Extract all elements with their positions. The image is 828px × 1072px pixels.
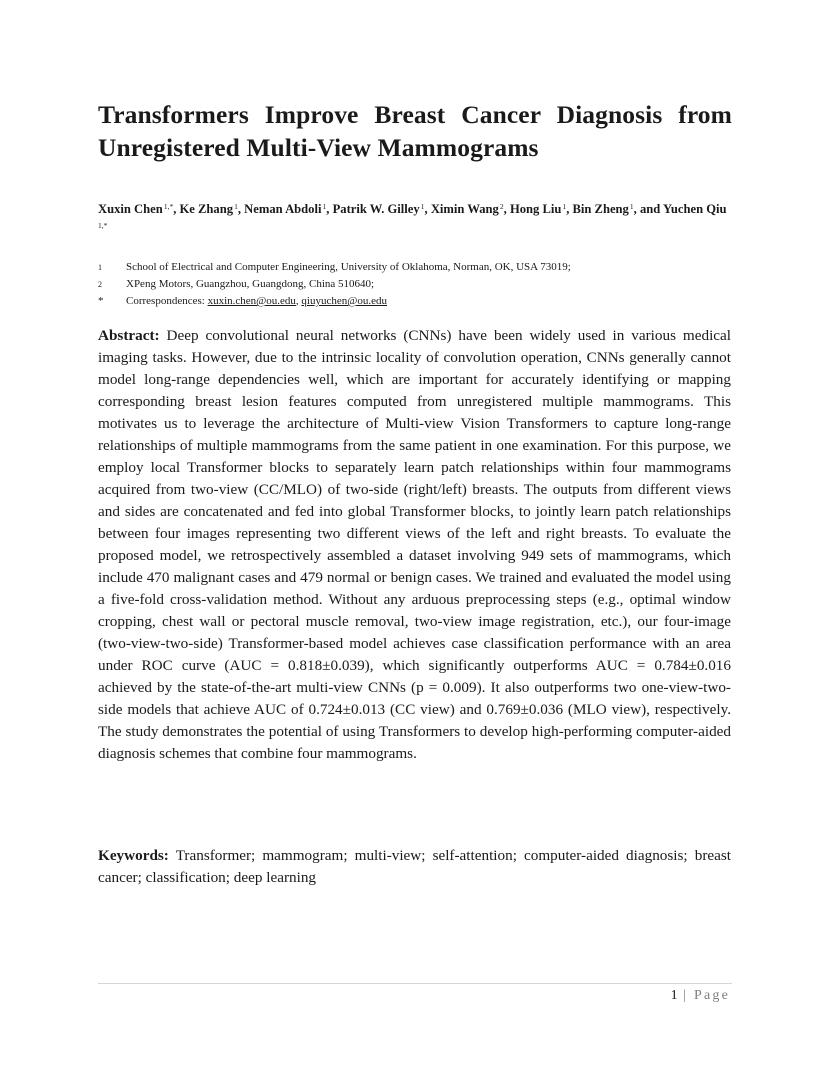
author-affiliation-mark: 2 [499,202,504,211]
keywords-paragraph [98,845,731,889]
affiliation-item [98,276,732,293]
abstract-paragraph [98,325,731,765]
affiliation-list [98,259,732,310]
page-word: Page [693,988,730,1003]
keywords-label: Keywords: [98,847,169,864]
email-link-chen[interactable]: xuxin.chen@ou.edu [207,295,296,307]
page-separator: | [677,988,694,1003]
author [333,202,431,216]
author-name: Neman Abdoli [244,202,322,216]
affiliation-mark: 1 [98,263,102,272]
author [573,202,663,216]
author-separator: , and [633,202,663,216]
author-separator: , [566,202,573,216]
affiliation-mark: 2 [98,280,102,289]
author-affiliation-mark: 1 [234,202,238,211]
affiliation-text: XPeng Motors, Guangzhou, Guangdong, China 510640; [126,278,375,290]
abstract-label: Abstract: [98,327,160,344]
author-name: Yuchen Qiu [662,202,727,216]
author-name: Hong Liu [509,202,562,216]
author-affiliation-mark: 1,* [98,221,108,230]
author-name: Bin Zheng [572,202,629,216]
author-name: Xuxin Chen [98,202,163,216]
author [244,202,332,216]
author-name: Patrik W. Gilley [332,202,420,216]
author-separator: , [326,202,333,216]
author-affiliation-mark: 1 [562,202,567,211]
correspondence-text [126,293,387,310]
author-separator: , [237,202,245,216]
page-footer [671,986,730,1006]
author-name: Ke Zhang [179,202,234,216]
email-separator: , [295,295,302,307]
footer-divider [98,983,732,984]
author-affiliation-mark: 1 [420,202,425,211]
author-affiliation-mark: 1 [322,202,327,211]
author-separator: , [424,202,431,216]
correspondence-item [98,293,732,310]
author-affiliation-mark: 1,* [163,202,174,211]
abstract-text: Deep convolutional neural networks (CNNs) have been widely used in various medical imaging tasks. However, due to the intrinsic locality of convolution operation, CNNs generally cannot model long-range dependencies well, which are important for accurately identifying or mapping corresponding breast lesion features computed from unregistered multiple mammograms. This motivates us to leverage the architecture of Multi-view Vision Transformers to capture long-range relationships of multiple mammograms from the same patient in one examination. For this purpose, we employ local Transformer blocks to separately learn patch relationships within four mammograms acquired from two-view (CC/MLO) of two-side (right/left) breasts. The outputs from different views and sides are concatenated and fed into global Transformer blocks, to jointly learn patch relationships between four images representing two different views of the left and right breasts. To evaluate the proposed model, we retrospectively assembled a dataset involving 949 sets of mammograms, which include 470 malignant cases and 479 normal or benign cases. We trained and evaluated the model using a five-fold cross-validation method. Without any arduous preprocessing steps (e.g., optimal window cropping, chest wall or pectoral muscle removal, two-view image registration, etc.), our four-image (two-view-two-side) Transformer-based model achieves case classification performance with an area under ROC curve (AUC = 0.818±0.039), which significantly outperforms AUC = 0.784±0.016 achieved by the state-of-the-art multi-view CNNs (p = 0.009). It also outperforms two one-view-two-side models that achieve AUC of 0.724±0.013 (CC view) and 0.769±0.036 (MLO view), respectively. The study demonstrates the potential of using Transformers to develop high-performing computer-aided diagnosis schemes that combine four mammograms. [98,327,731,762]
email-link-qiu[interactable]: qiuyuchen@ou.edu [301,295,387,307]
affiliation-text: School of Electrical and Computer Engineering, University of Oklahoma, Norman, OK, USA 73019; [126,261,571,273]
page-number: 1 [670,988,678,1003]
author-separator: , [503,202,510,216]
correspondence-label: Correspondences: [126,295,208,307]
author [431,202,510,216]
author [98,202,179,216]
keywords-text: Transformer; mammogram; multi-view; self-attention; computer-aided diagnosis; breast cancer; classification; deep learning [98,847,731,886]
author [179,202,244,216]
author-affiliation-mark: 1 [629,202,634,211]
author-list [98,200,732,238]
author-name: Ximin Wang [430,202,499,216]
author-separator: , [173,202,180,216]
paper-title: Transformers Improve Breast Cancer Diagnosis from Unregistered Multi-View Mammograms [98,100,732,162]
author [510,202,573,216]
correspondence-mark: * [98,295,104,307]
affiliation-item [98,259,732,276]
